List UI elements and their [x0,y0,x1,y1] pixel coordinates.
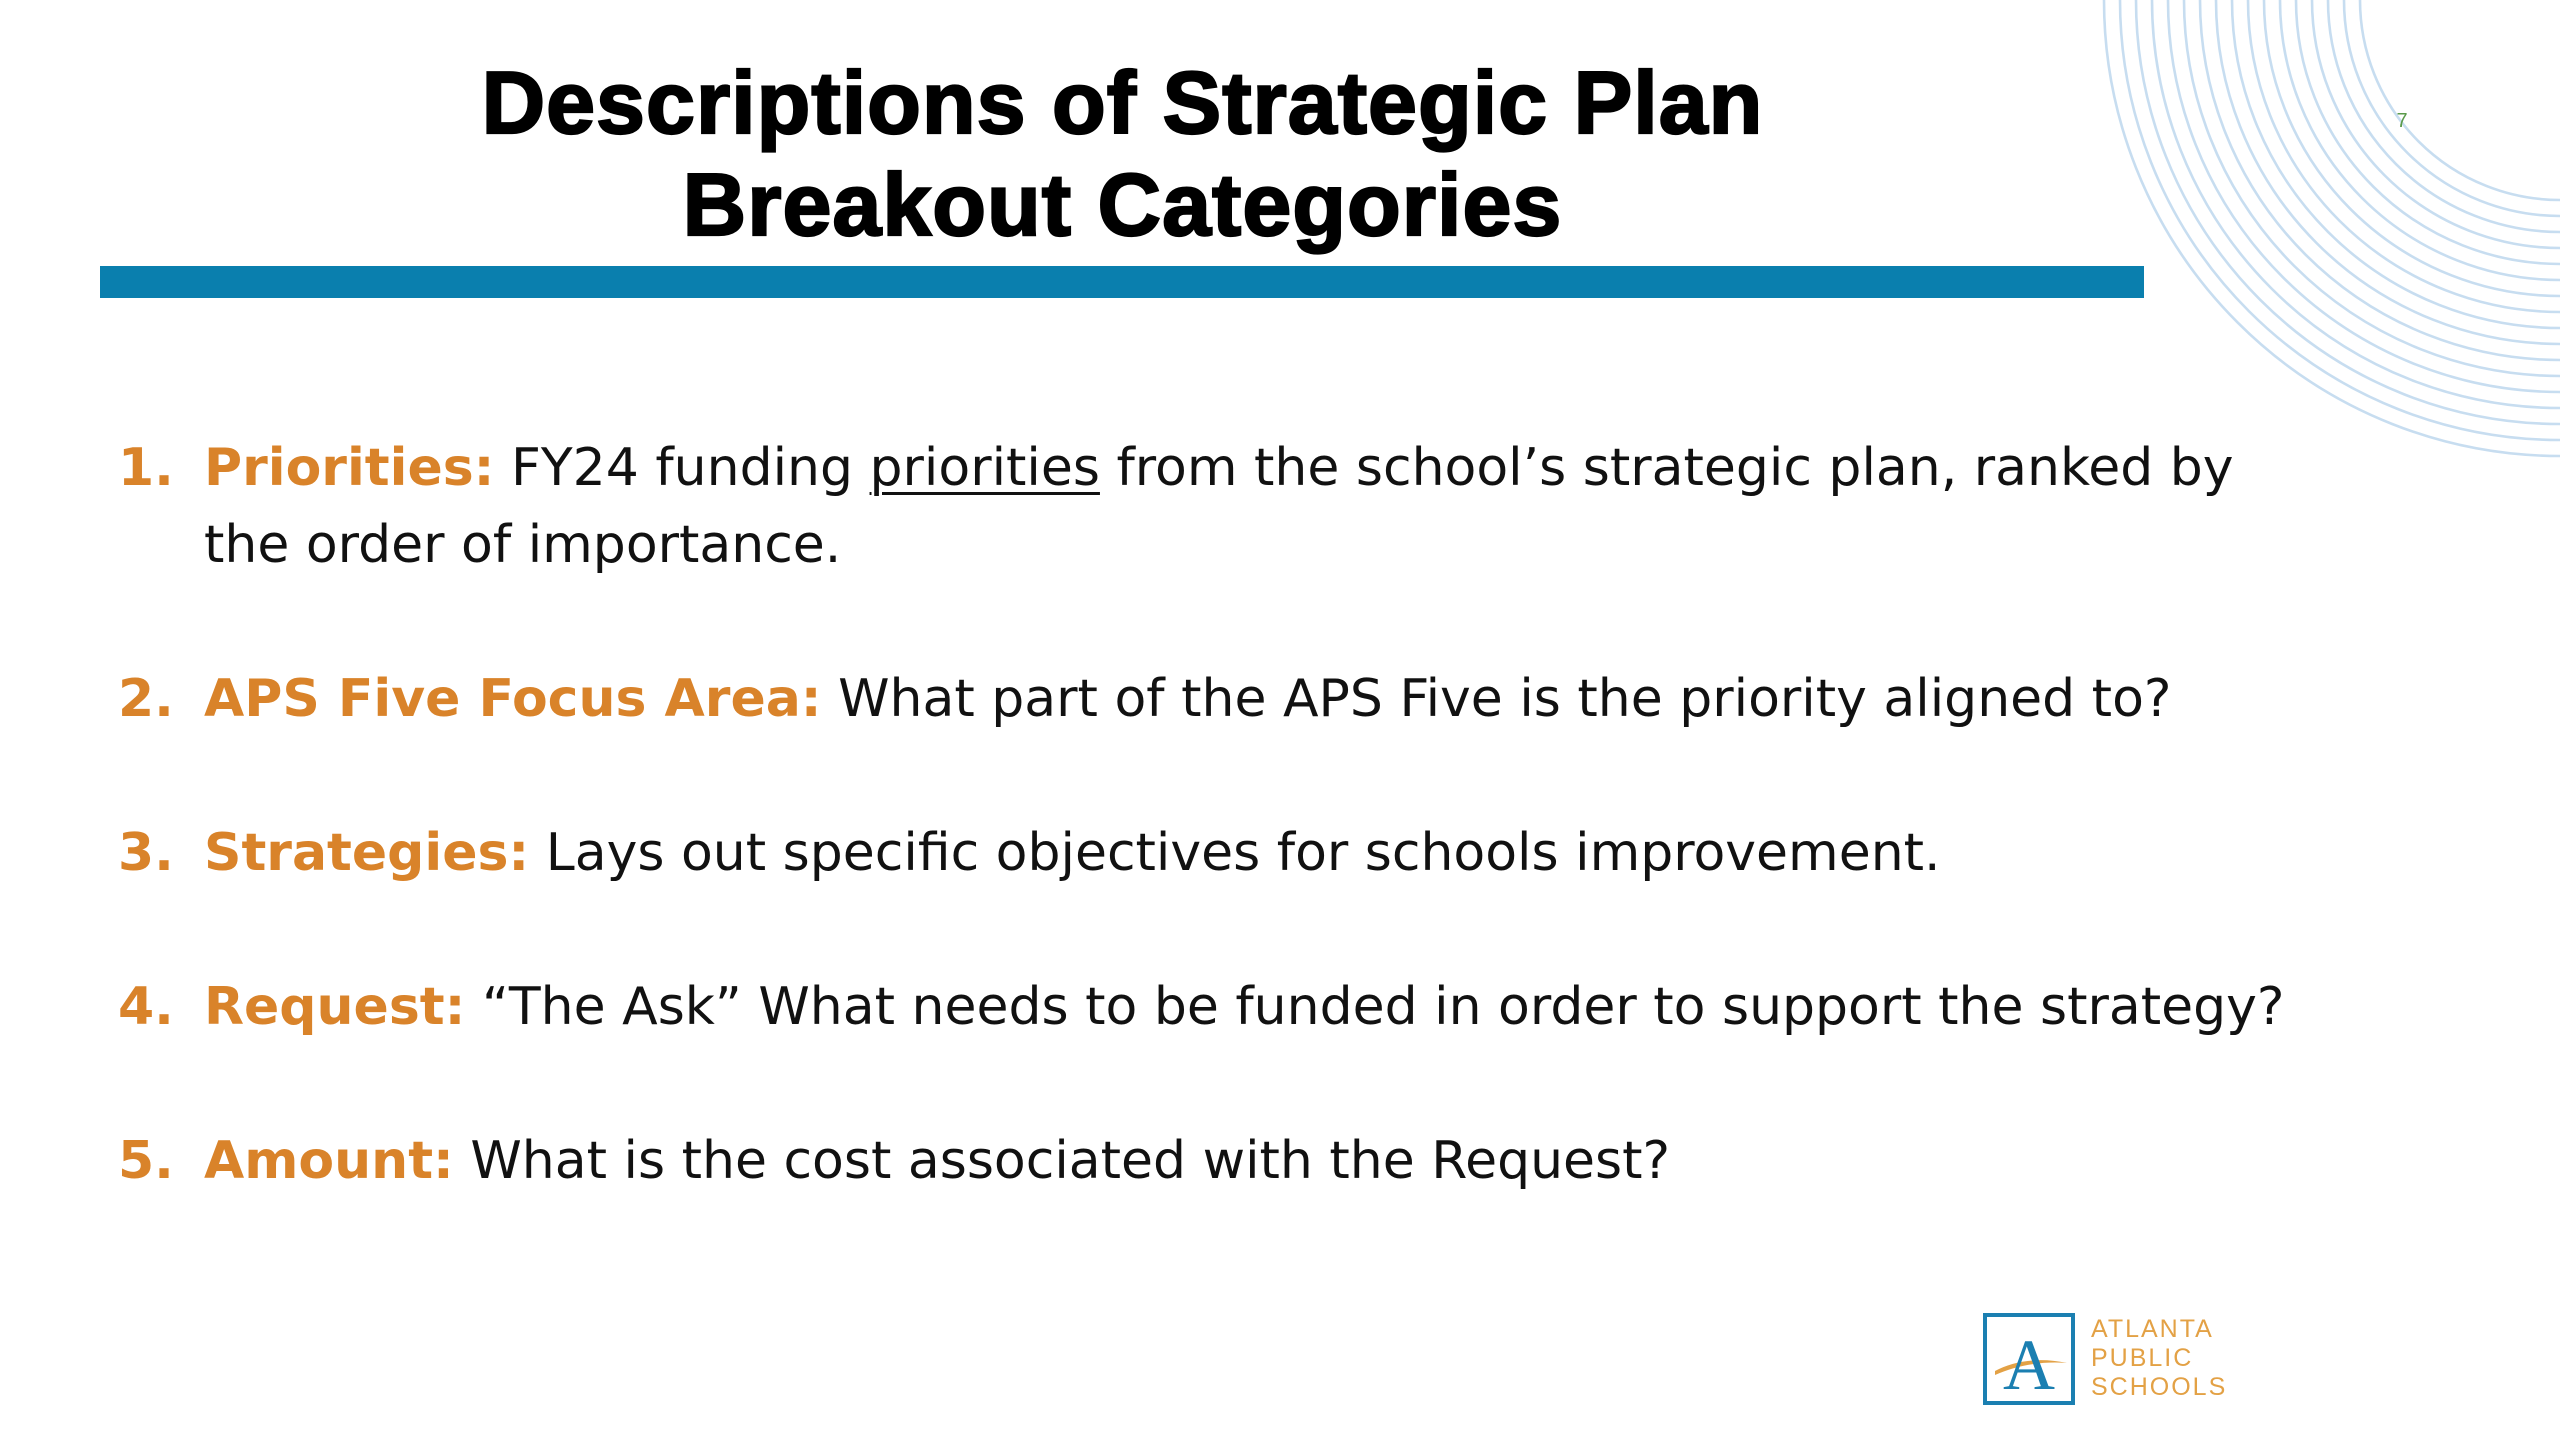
item-number: 3. [118,823,174,883]
decorative-arc [2312,0,2560,248]
logo-line-2: PUBLIC [2091,1344,2194,1372]
slide-title [0,52,2245,256]
item-text: What part of the APS Five is the priority aligned to? [821,669,2172,729]
item-text: Lays out specific objectives for schools improvement. [529,823,1941,883]
item-text: FY24 funding [494,438,870,498]
logo-a-icon [1987,1317,2071,1401]
slide-number: 7 [2396,110,2408,132]
item-term: Amount: [204,1131,454,1191]
item-text-continued: from the school’s strategic plan, ranked by the order of importance. [204,438,2234,575]
decorative-arc [2360,0,2560,200]
list-item-focus-area [118,661,2318,738]
item-number: 1. [118,438,174,498]
list-item-request [118,969,2318,1046]
logo-line-1: ATLANTA [2091,1315,2214,1343]
item-term: Request: [204,977,466,1037]
logo-letter: A [2003,1325,2055,1401]
category-list [118,430,2318,1200]
item-text: “The Ask” What needs to be funded in order to support the strategy? [465,977,2285,1037]
item-term: Strategies: [204,823,530,883]
decorative-arc [2264,0,2560,296]
item-text: What is the cost associated with the Request? [453,1131,1671,1191]
list-item-amount [118,1123,2318,1200]
item-number: 5. [118,1131,174,1191]
decorative-arc [2280,0,2560,280]
slide-title-line-2: Breakout Categories [682,155,1563,254]
item-number: 2. [118,669,174,729]
item-number: 4. [118,977,174,1037]
list-item-priorities [118,430,2318,584]
item-term: APS Five Focus Area: [204,669,822,729]
decorative-arc [2344,0,2560,216]
list-item-strategies [118,815,2318,892]
atlanta-public-schools-logo [1983,1313,2228,1405]
item-text-underlined: priorities [869,438,1100,498]
logo-mark-icon [1983,1313,2075,1405]
slide-title-line-1: Descriptions of Strategic Plan [481,53,1764,152]
title-underline-bar [100,266,2144,298]
logo-line-3: SCHOOLS [2091,1373,2228,1401]
item-term: Priorities: [204,438,495,498]
logo-wordmark [2091,1315,2228,1402]
decorative-arc [2296,0,2560,264]
